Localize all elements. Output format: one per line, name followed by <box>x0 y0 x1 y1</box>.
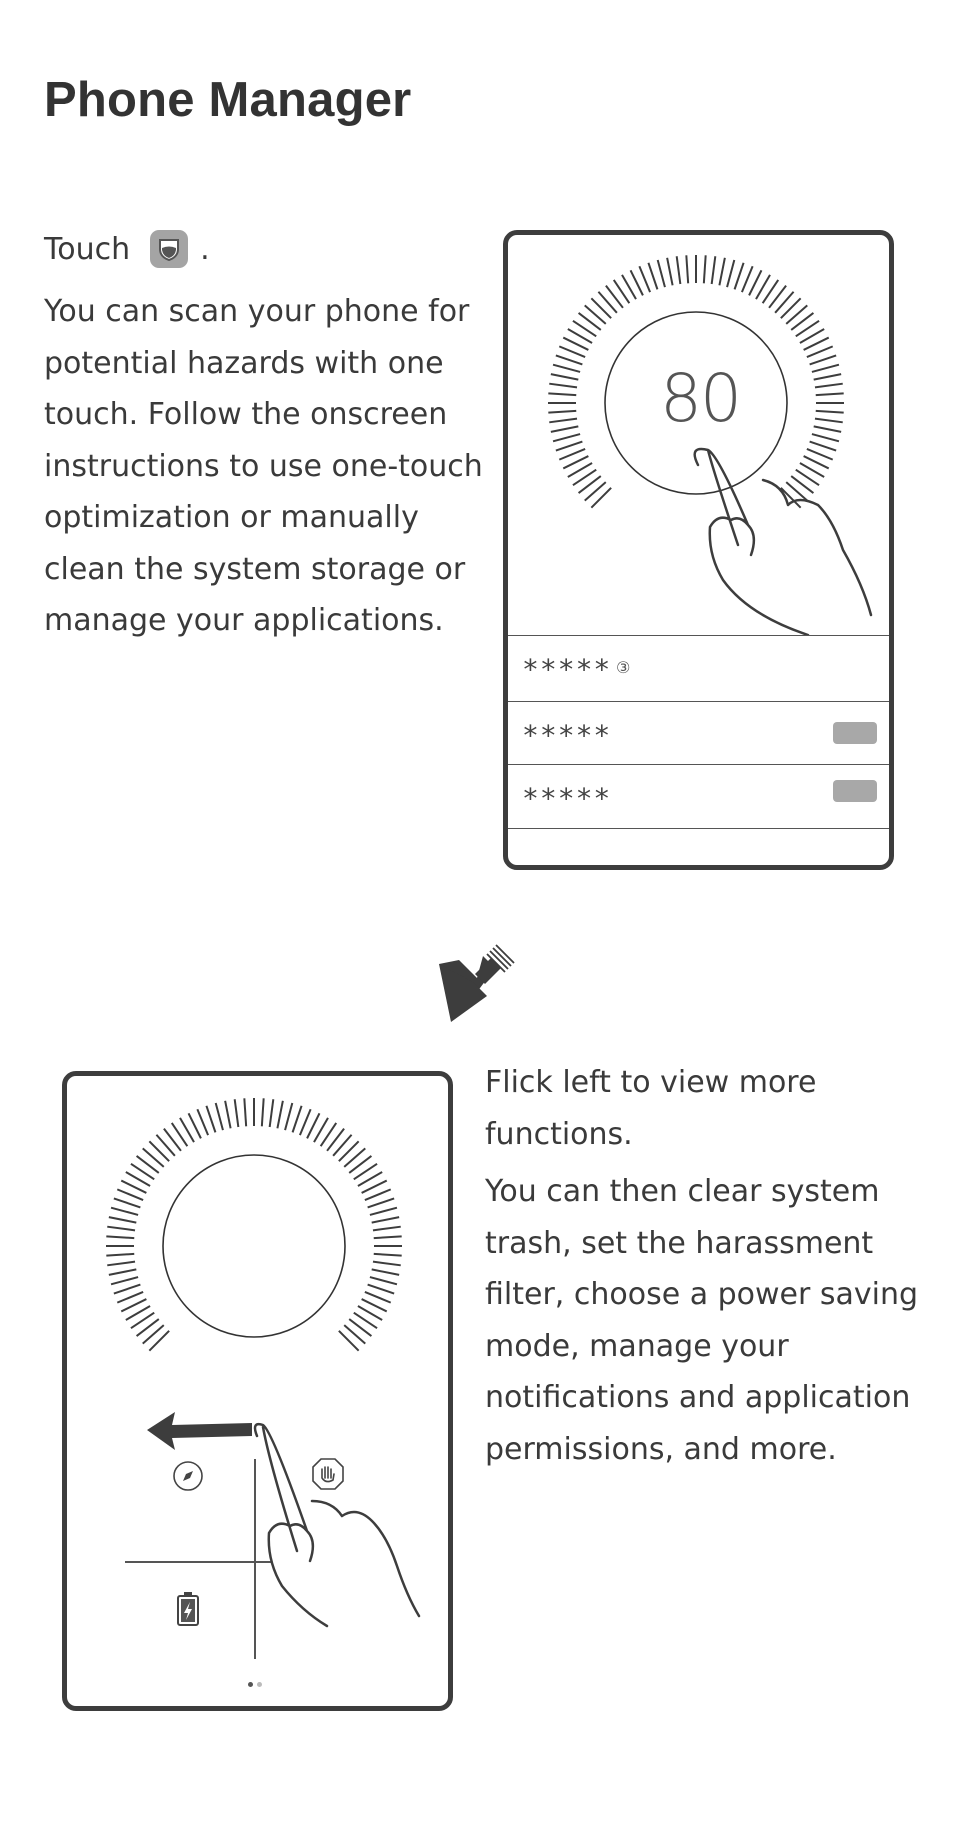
dial-tick <box>807 346 833 357</box>
dial-tick <box>810 355 837 364</box>
text-line: functions. <box>485 1116 633 1152</box>
dial-tick <box>553 434 580 441</box>
dial-tick <box>368 1198 395 1207</box>
dial-tick <box>559 346 585 357</box>
compass-icon[interactable] <box>171 1459 205 1493</box>
dial-tick <box>365 1292 391 1303</box>
row-badge: ③ <box>616 658 631 677</box>
dial-tick <box>244 1098 246 1126</box>
dial-tick <box>114 1198 141 1207</box>
dial-tick <box>548 411 576 413</box>
dial-tick <box>149 1141 169 1161</box>
phone-screen-scan <box>503 230 894 870</box>
dial-tick <box>549 384 577 388</box>
dial-tick <box>591 488 611 508</box>
text-line: potential hazards with one <box>44 345 444 381</box>
dial-tick <box>339 1331 359 1351</box>
dial-tick <box>815 384 843 388</box>
dial-tick <box>109 1269 136 1274</box>
dial-tick <box>300 1109 311 1135</box>
dial-tick <box>591 298 611 318</box>
dial-tick <box>735 263 744 290</box>
dial-tick <box>373 1262 401 1266</box>
toggle-switch[interactable] <box>833 780 877 802</box>
dial-tick <box>373 1227 401 1231</box>
dial-tick <box>216 1103 223 1130</box>
text-line: optimization or manually <box>44 500 419 535</box>
dial-tick <box>370 1277 397 1284</box>
dial-tick <box>339 1141 359 1161</box>
dial-tick <box>814 374 841 379</box>
row-label: ***** <box>522 719 612 752</box>
dial-tick <box>658 260 665 287</box>
list-item[interactable] <box>508 701 889 765</box>
dial-tick <box>549 419 577 423</box>
phone-screen-functions <box>62 1071 453 1711</box>
page-dot <box>257 1682 262 1687</box>
dial-tick <box>372 1269 399 1274</box>
phone-manager-shield-icon <box>150 230 188 268</box>
dial-tick <box>551 374 578 379</box>
dial-tick <box>686 255 688 283</box>
dial-tick <box>365 1189 391 1200</box>
dial-tick <box>551 426 578 431</box>
dial-tick <box>262 1098 264 1126</box>
toggle-switch[interactable] <box>833 722 877 744</box>
dial-tick <box>556 355 583 364</box>
dial-tick <box>374 1254 402 1256</box>
dial-tick <box>107 1262 135 1266</box>
dial-circle <box>163 1155 345 1337</box>
battery-icon[interactable] <box>174 1591 202 1627</box>
functions-description <box>485 1166 918 1475</box>
dial-tick <box>553 365 580 372</box>
flow-arrow-icon <box>437 944 517 1024</box>
dial-tick <box>712 256 716 284</box>
dial-tick <box>639 266 650 292</box>
dial-tick <box>677 256 681 284</box>
dial-tick <box>206 1106 215 1133</box>
dial-tick <box>117 1292 143 1303</box>
row-label: ***** <box>522 653 612 686</box>
dial-tick <box>742 266 753 292</box>
dial-tick <box>109 1217 136 1222</box>
dial-tick <box>149 1331 169 1351</box>
page-dot-active <box>248 1682 253 1687</box>
dial-tick <box>548 393 576 395</box>
flick-instruction <box>485 1057 816 1160</box>
text-line: Flick left to view more <box>485 1065 817 1100</box>
dial-tick <box>667 258 672 285</box>
dial-tick <box>114 1285 141 1294</box>
dial-tick <box>719 258 724 285</box>
dial-tick <box>812 365 839 372</box>
text-line: filter, choose a power saving <box>485 1277 919 1312</box>
dial-tick <box>727 260 734 287</box>
dial-tick <box>374 1236 402 1238</box>
dial-tick <box>648 263 657 290</box>
page-title: Phone Manager <box>44 73 412 127</box>
dial-tick <box>368 1285 395 1294</box>
dial-tick <box>556 442 583 451</box>
text-line: mode, manage your <box>485 1328 789 1364</box>
text-line: You can then clear system <box>485 1174 880 1209</box>
scan-dial <box>67 1076 448 1386</box>
dial-tick <box>293 1106 302 1133</box>
dial-tick <box>277 1101 282 1128</box>
dial-tick <box>111 1208 138 1215</box>
dial-tick <box>704 255 706 283</box>
dial-tick <box>225 1101 230 1128</box>
pointing-hand-icon <box>688 415 889 635</box>
text-line: permissions, and more. <box>485 1431 837 1467</box>
dial-tick <box>372 1217 399 1222</box>
dial-tick <box>106 1254 134 1256</box>
dial-tick <box>781 298 801 318</box>
dial-tick <box>285 1103 292 1130</box>
text-line: You can scan your phone for <box>44 294 470 329</box>
dial-tick <box>370 1208 397 1215</box>
scan-description <box>44 286 483 647</box>
list-item[interactable] <box>508 764 889 829</box>
touch-label: Touch <box>44 231 131 267</box>
swipe-left-arrow-icon <box>147 1406 257 1456</box>
text-line: touch. Follow the onscreen <box>44 397 448 432</box>
text-line: instructions to use one-touch <box>44 448 483 484</box>
text-line: manage your applications. <box>44 603 444 638</box>
dial-tick <box>270 1099 274 1127</box>
dial-tick <box>111 1277 138 1284</box>
dial-tick <box>816 393 844 395</box>
dial-tick <box>106 1236 134 1238</box>
touch-suffix: . <box>200 231 210 267</box>
row-label: ***** <box>522 782 612 815</box>
dial-tick <box>107 1227 135 1231</box>
dial-tick <box>235 1099 239 1127</box>
dial-tick <box>197 1109 208 1135</box>
pointing-hand-icon <box>247 1421 448 1631</box>
dial-tick <box>117 1189 143 1200</box>
list-item[interactable] <box>508 635 889 702</box>
text-line: trash, set the harassment <box>485 1225 874 1261</box>
text-line: notifications and application <box>485 1380 911 1415</box>
dial-tick <box>816 411 844 413</box>
score-value: 80 <box>660 360 740 437</box>
list-divider <box>508 828 889 869</box>
text-line: clean the system storage or <box>44 551 466 587</box>
touch-instruction <box>44 230 210 268</box>
dial-tick <box>559 449 585 460</box>
